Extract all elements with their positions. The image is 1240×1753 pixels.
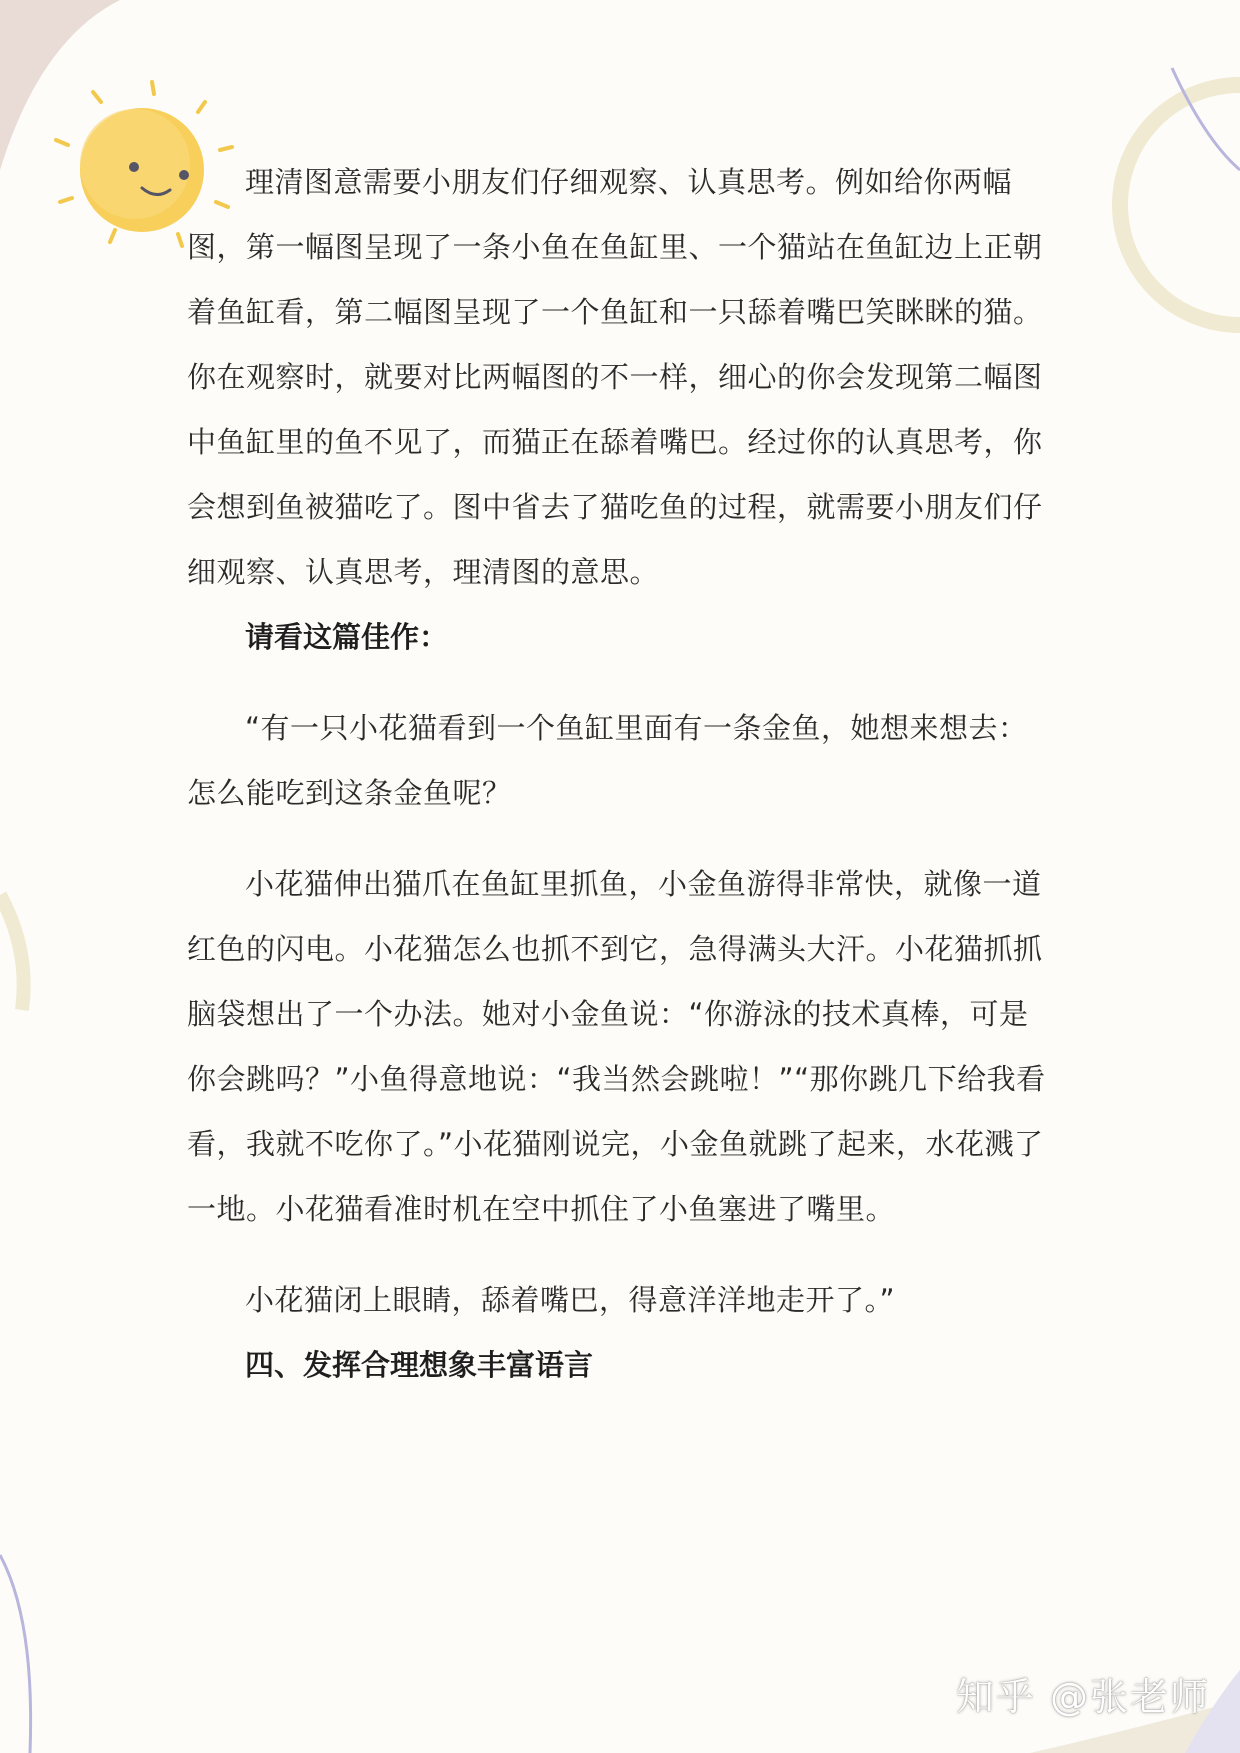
paragraph-story-open: “有一只小花猫看到一个鱼缸里面有一条金鱼，她想来想去：怎么能吃到这条金鱼呢？ <box>187 711 1028 810</box>
paragraph-story-end: 小花猫闭上眼睛，舔着嘴巴，得意洋洋地走开了。” <box>245 1283 896 1317</box>
watermark: 知乎 @张老师 <box>955 1675 1210 1719</box>
ring-shape-right <box>1120 85 1240 325</box>
paragraph-story-body: 小花猫伸出猫爪在鱼缸里抓鱼，小金鱼游得非常快，就像一道红色的闪电。小花猫怎么也抓不到它，急得满头大汗。小花猫抓抓脑袋想出了一个办法。她对小金鱼说：“你游泳的技术真棒，可是你会跳吗？”小鱼得意地说：“我当然会跳啦！”“那你跳几下给我看看，我就不吃你了。”小花猫刚说完，小金鱼就跳了起来，水花溅了一地。小花猫看准时机在空中抓住了小鱼塞进了嘴里。 <box>187 867 1046 1226</box>
section-heading-example: 请看这篇佳作： <box>245 620 449 654</box>
article-body <box>187 150 1047 1398</box>
ring-shape-left <box>0 895 24 1010</box>
section-heading-four: 四、发挥合理想象丰富语言 <box>245 1348 594 1382</box>
lavender-curve-left <box>0 1555 31 1753</box>
paragraph-intro: 理清图意需要小朋友们仔细观察、认真思考。例如给你两幅图，第一幅图呈现了一条小鱼在鱼缸里、一个猫站在鱼缸边上正朝着鱼缸看，第二幅图呈现了一个鱼缸和一只舔着嘴巴笑眯眯的猫。你在观察时，就要对比两幅图的不一样，细心的你会发现第二幅图中鱼缸里的鱼不见了，而猫正在舔着嘴巴。经过你的认真思考，你会想到鱼被猫吃了。图中省去了猫吃鱼的过程，就需要小朋友们仔细观察、认真思考，理清图的意思。 <box>187 165 1043 589</box>
